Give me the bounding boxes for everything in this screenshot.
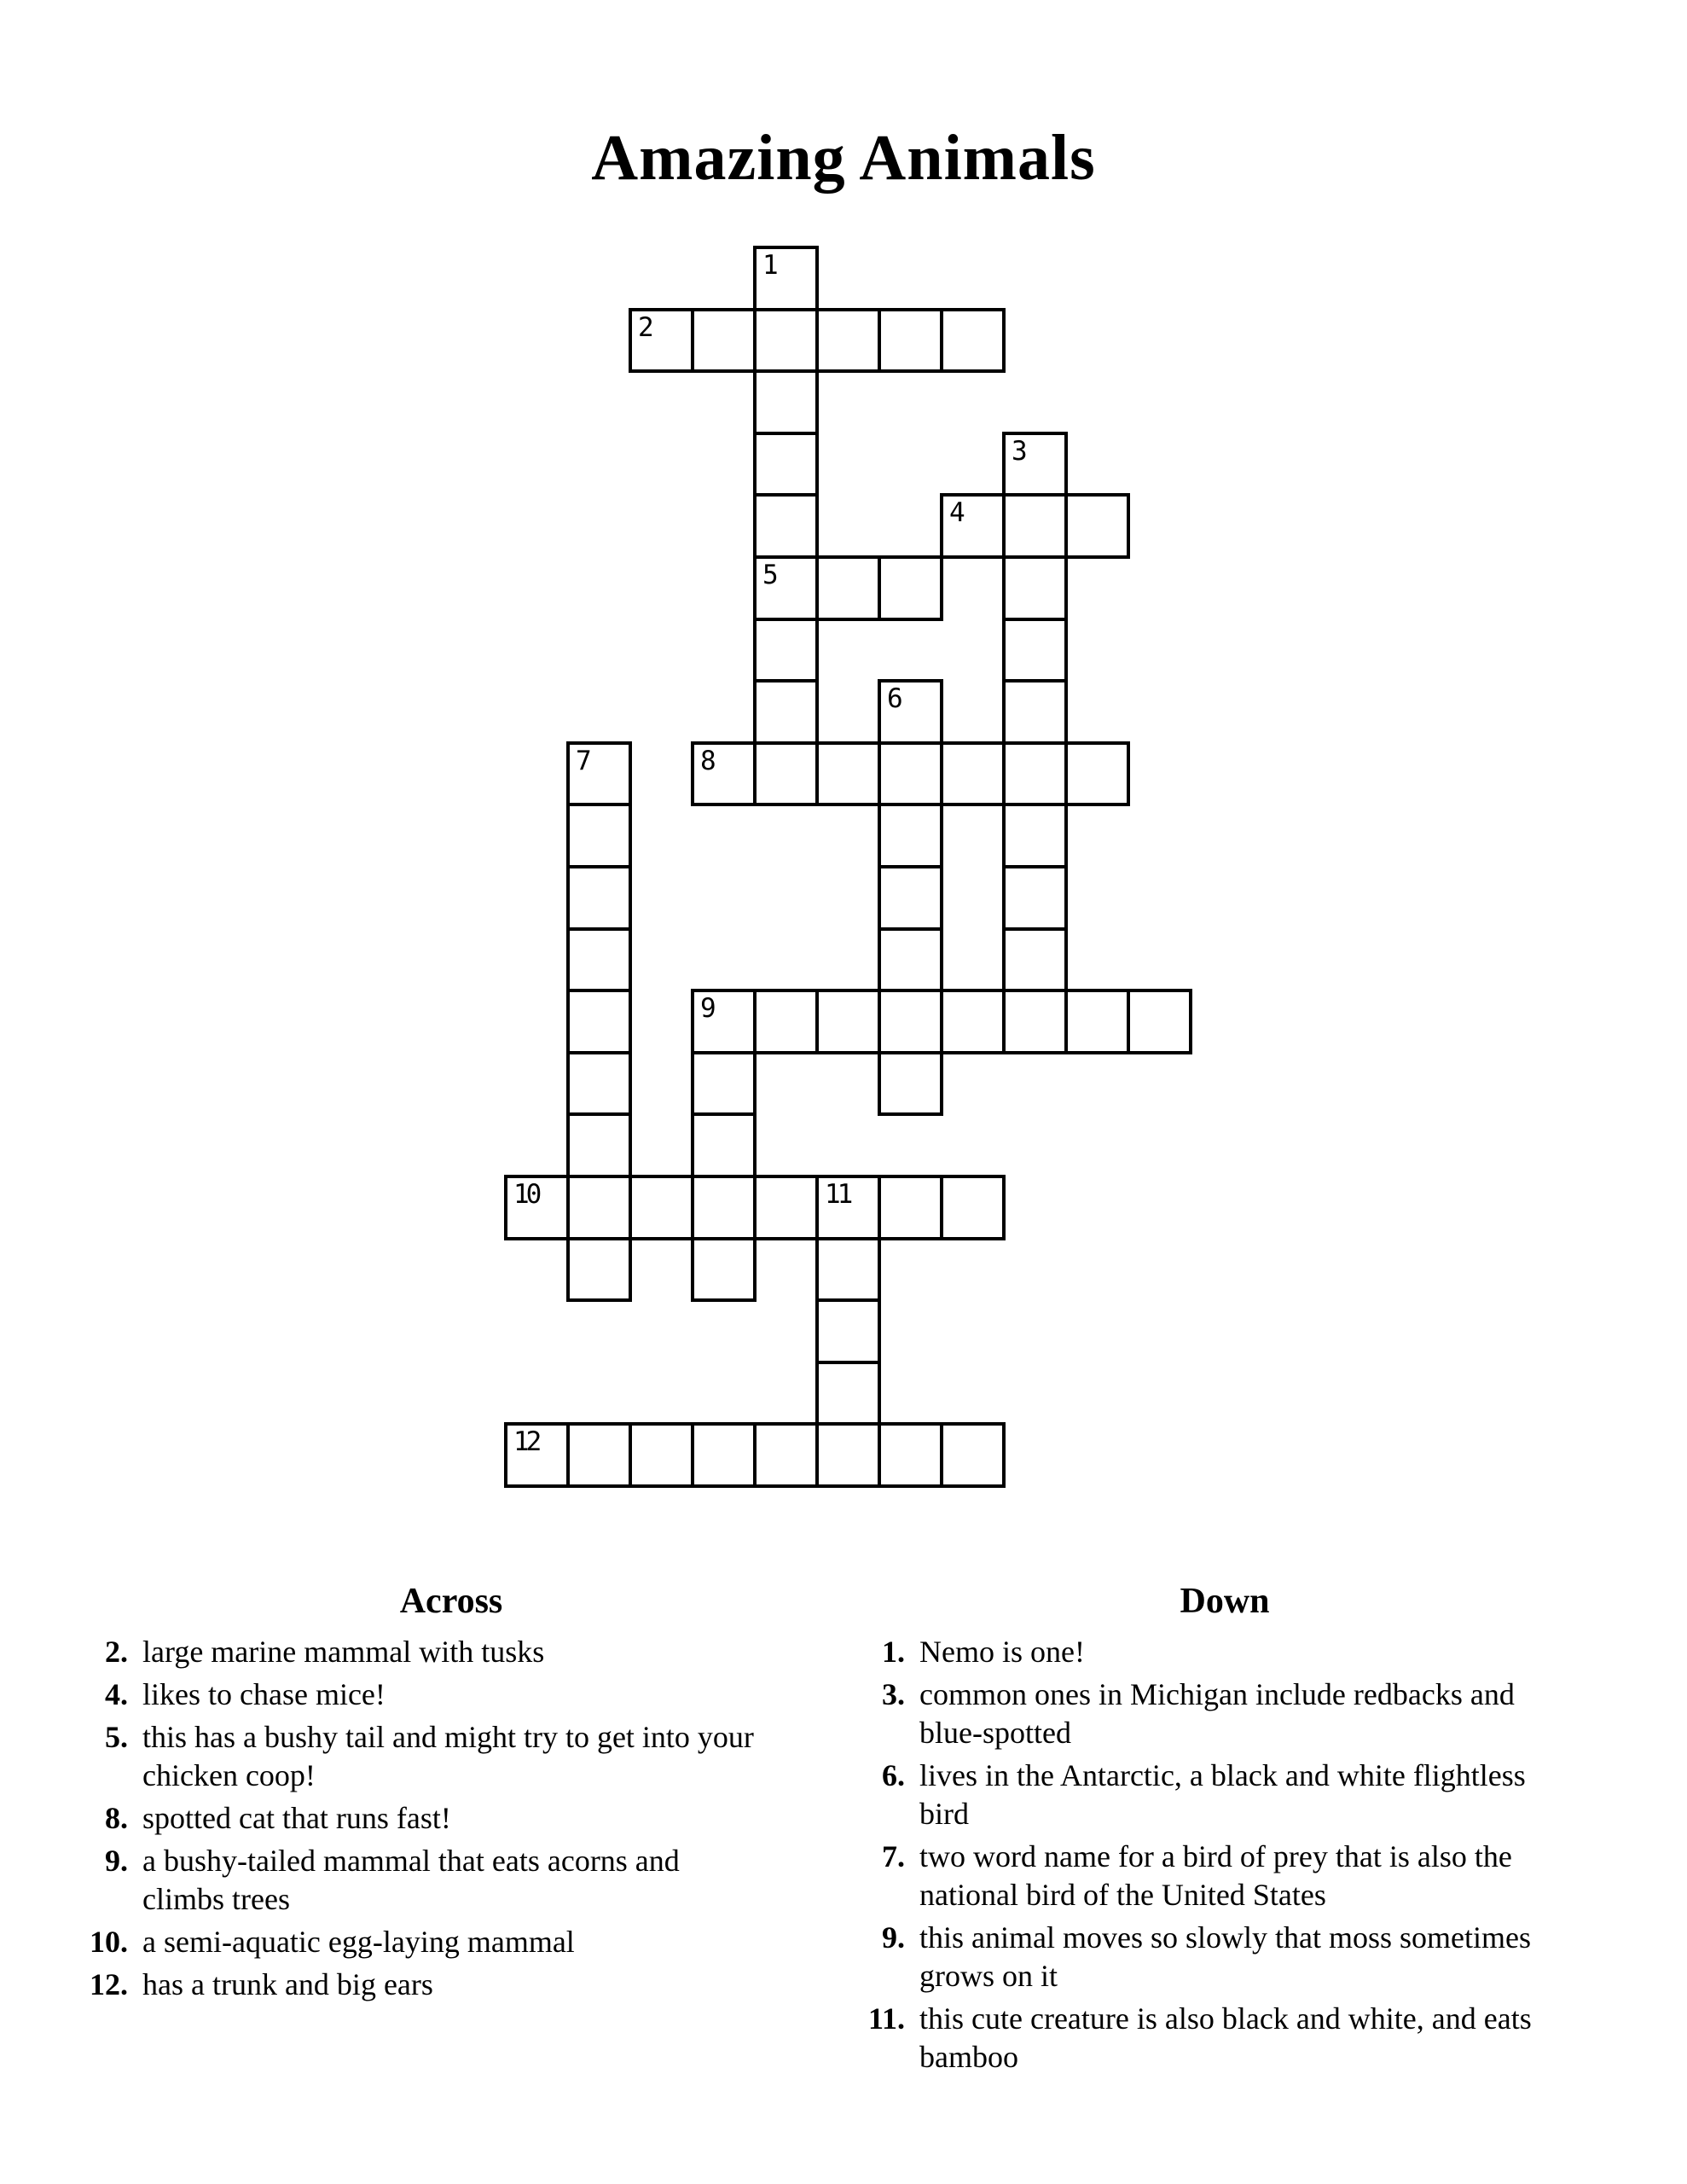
grid-cell[interactable] bbox=[566, 989, 632, 1054]
grid-cell[interactable] bbox=[878, 927, 943, 993]
grid-cell[interactable] bbox=[815, 741, 881, 807]
clue-item bbox=[857, 1838, 1592, 1914]
grid-cell[interactable] bbox=[940, 308, 1006, 374]
cell-number: 1 bbox=[762, 250, 775, 281]
cell-number: 7 bbox=[576, 745, 588, 776]
grid-cell[interactable] bbox=[815, 1175, 881, 1240]
grid-cell[interactable] bbox=[878, 803, 943, 868]
grid-cell[interactable] bbox=[691, 1051, 757, 1117]
grid-cell[interactable] bbox=[691, 989, 757, 1054]
across-clue-list bbox=[80, 1633, 822, 2004]
grid-cell[interactable] bbox=[815, 555, 881, 621]
grid-cell[interactable] bbox=[566, 803, 632, 868]
grid-cell[interactable] bbox=[1002, 679, 1068, 745]
clue-item bbox=[857, 2000, 1592, 2077]
clue-item bbox=[857, 1633, 1592, 1671]
clue-text: likes to chase mice! bbox=[142, 1677, 386, 1711]
clue-number: 6. bbox=[882, 1758, 905, 1792]
clue-item bbox=[857, 1919, 1592, 1995]
clue-text: a semi-aquatic egg-laying mammal bbox=[142, 1925, 575, 1959]
grid-cell[interactable] bbox=[878, 989, 943, 1054]
grid-cell[interactable] bbox=[815, 1298, 881, 1364]
grid-cell[interactable] bbox=[629, 1422, 694, 1488]
grid-cell[interactable] bbox=[753, 555, 819, 621]
clue-text: spotted cat that runs fast! bbox=[142, 1801, 451, 1835]
grid-cell[interactable] bbox=[566, 1112, 632, 1178]
clue-number: 8. bbox=[105, 1801, 128, 1835]
cell-number: 6 bbox=[887, 683, 900, 715]
down-clues-section bbox=[857, 1581, 1592, 2081]
cell-number: 9 bbox=[700, 993, 713, 1025]
grid-cell[interactable] bbox=[691, 741, 757, 807]
grid-cell[interactable] bbox=[815, 1422, 881, 1488]
clue-number: 12. bbox=[90, 1967, 128, 2001]
grid-cell[interactable] bbox=[753, 989, 819, 1054]
clue-text: common ones in Michigan include redbacks and blue-spotted bbox=[919, 1677, 1515, 1750]
grid-cell[interactable] bbox=[815, 1361, 881, 1426]
clue-item bbox=[80, 1842, 822, 1919]
grid-cell[interactable] bbox=[1064, 493, 1130, 559]
clue-text: lives in the Antarctic, a black and white flightless bird bbox=[919, 1758, 1526, 1831]
across-header: Across bbox=[399, 1582, 503, 1621]
grid-cell[interactable] bbox=[691, 308, 757, 374]
grid-cell[interactable] bbox=[691, 1112, 757, 1178]
grid-cell[interactable] bbox=[815, 1237, 881, 1303]
down-header: Down bbox=[1180, 1582, 1270, 1621]
clue-text: this has a bushy tail and might try to get into your chicken coop! bbox=[142, 1720, 754, 1792]
grid-cell[interactable] bbox=[753, 1175, 819, 1240]
clue-number: 7. bbox=[882, 1839, 905, 1873]
grid-cell[interactable] bbox=[753, 618, 819, 683]
grid-cell[interactable] bbox=[691, 1422, 757, 1488]
grid-cell[interactable] bbox=[1064, 741, 1130, 807]
clue-item bbox=[80, 1633, 822, 1671]
cell-number: 2 bbox=[638, 311, 651, 343]
grid-cell[interactable] bbox=[1002, 927, 1068, 993]
grid-cell[interactable] bbox=[753, 679, 819, 745]
grid-cell[interactable] bbox=[940, 1175, 1006, 1240]
cell-number: 12 bbox=[513, 1426, 539, 1458]
clue-number: 4. bbox=[105, 1677, 128, 1711]
grid-cell[interactable] bbox=[566, 1051, 632, 1117]
grid-cell[interactable] bbox=[1002, 989, 1068, 1054]
grid-cell[interactable] bbox=[753, 308, 819, 374]
clue-number: 11. bbox=[867, 2001, 905, 2036]
grid-cell[interactable] bbox=[753, 493, 819, 559]
clue-number: 2. bbox=[105, 1635, 128, 1669]
clue-number: 3. bbox=[882, 1677, 905, 1711]
grid-cell[interactable] bbox=[940, 1422, 1006, 1488]
clue-text: large marine mammal with tusks bbox=[142, 1635, 545, 1669]
clue-text: this animal moves so slowly that moss sometimes grows on it bbox=[919, 1920, 1531, 1993]
grid-cell[interactable] bbox=[940, 741, 1006, 807]
clue-item bbox=[80, 1799, 822, 1838]
grid-cell[interactable] bbox=[1002, 865, 1068, 931]
grid-cell[interactable] bbox=[815, 989, 881, 1054]
grid-cell[interactable] bbox=[753, 432, 819, 497]
grid-cell[interactable] bbox=[878, 865, 943, 931]
grid-cell[interactable] bbox=[1002, 493, 1068, 559]
grid-cell[interactable] bbox=[878, 1422, 943, 1488]
grid-cell[interactable] bbox=[878, 308, 943, 374]
grid-cell[interactable] bbox=[753, 246, 819, 311]
page-title: Amazing Animals bbox=[591, 122, 1096, 194]
clue-item bbox=[857, 1757, 1592, 1833]
grid-cell[interactable] bbox=[878, 555, 943, 621]
clue-number: 1. bbox=[882, 1635, 905, 1669]
clue-item bbox=[857, 1676, 1592, 1752]
grid-cell[interactable] bbox=[878, 679, 943, 745]
clue-number: 9. bbox=[105, 1844, 128, 1878]
grid-cell[interactable] bbox=[878, 1175, 943, 1240]
grid-cell[interactable] bbox=[753, 741, 819, 807]
grid-cell[interactable] bbox=[753, 369, 819, 435]
grid-cell[interactable] bbox=[1127, 989, 1192, 1054]
grid-cell[interactable] bbox=[691, 1175, 757, 1240]
grid-cell[interactable] bbox=[504, 1175, 570, 1240]
grid-cell[interactable] bbox=[1002, 432, 1068, 497]
cell-number: 8 bbox=[700, 745, 713, 776]
grid-cell[interactable] bbox=[1064, 989, 1130, 1054]
cell-number: 10 bbox=[513, 1179, 539, 1210]
grid-cell[interactable] bbox=[1002, 741, 1068, 807]
clue-item bbox=[80, 1923, 822, 1961]
clue-item bbox=[80, 1676, 822, 1714]
down-clue-list bbox=[857, 1633, 1592, 2077]
cell-number: 3 bbox=[1012, 435, 1024, 467]
grid-cell[interactable] bbox=[878, 1051, 943, 1117]
grid-cell[interactable] bbox=[940, 989, 1006, 1054]
clue-text: two word name for a bird of prey that is also the national bird of the United States bbox=[919, 1839, 1512, 1912]
clue-number: 10. bbox=[90, 1925, 128, 1959]
clue-item bbox=[80, 1718, 822, 1795]
grid-cell[interactable] bbox=[504, 1422, 570, 1488]
grid-cell[interactable] bbox=[815, 308, 881, 374]
grid-cell[interactable] bbox=[1002, 803, 1068, 868]
grid-cell[interactable] bbox=[1002, 555, 1068, 621]
grid-cell[interactable] bbox=[566, 1422, 632, 1488]
clue-text: this cute creature is also black and white, and eats bamboo bbox=[919, 2001, 1532, 2074]
clue-text: has a trunk and big ears bbox=[142, 1967, 433, 2001]
grid-cell[interactable] bbox=[629, 1175, 694, 1240]
across-clues-section bbox=[80, 1581, 822, 2008]
cell-number: 5 bbox=[762, 560, 775, 590]
grid-cell[interactable] bbox=[878, 741, 943, 807]
grid-cell[interactable] bbox=[566, 865, 632, 931]
cell-number: 11 bbox=[825, 1179, 850, 1210]
clue-text: a bushy-tailed mammal that eats acorns and climbs trees bbox=[142, 1844, 680, 1916]
clue-number: 9. bbox=[882, 1920, 905, 1955]
grid-cell[interactable] bbox=[691, 1237, 757, 1303]
grid-cell[interactable] bbox=[1002, 618, 1068, 683]
clue-number: 5. bbox=[105, 1720, 128, 1754]
clue-text: Nemo is one! bbox=[919, 1635, 1085, 1669]
grid-cell[interactable] bbox=[566, 1175, 632, 1240]
grid-cell[interactable] bbox=[629, 308, 694, 374]
cell-number: 4 bbox=[949, 497, 962, 529]
grid-cell[interactable] bbox=[566, 1237, 632, 1303]
clue-item bbox=[80, 1966, 822, 2004]
grid-cell[interactable] bbox=[940, 493, 1006, 559]
grid-cell[interactable] bbox=[753, 1422, 819, 1488]
grid-cell[interactable] bbox=[566, 927, 632, 993]
grid-cell[interactable] bbox=[566, 741, 632, 807]
